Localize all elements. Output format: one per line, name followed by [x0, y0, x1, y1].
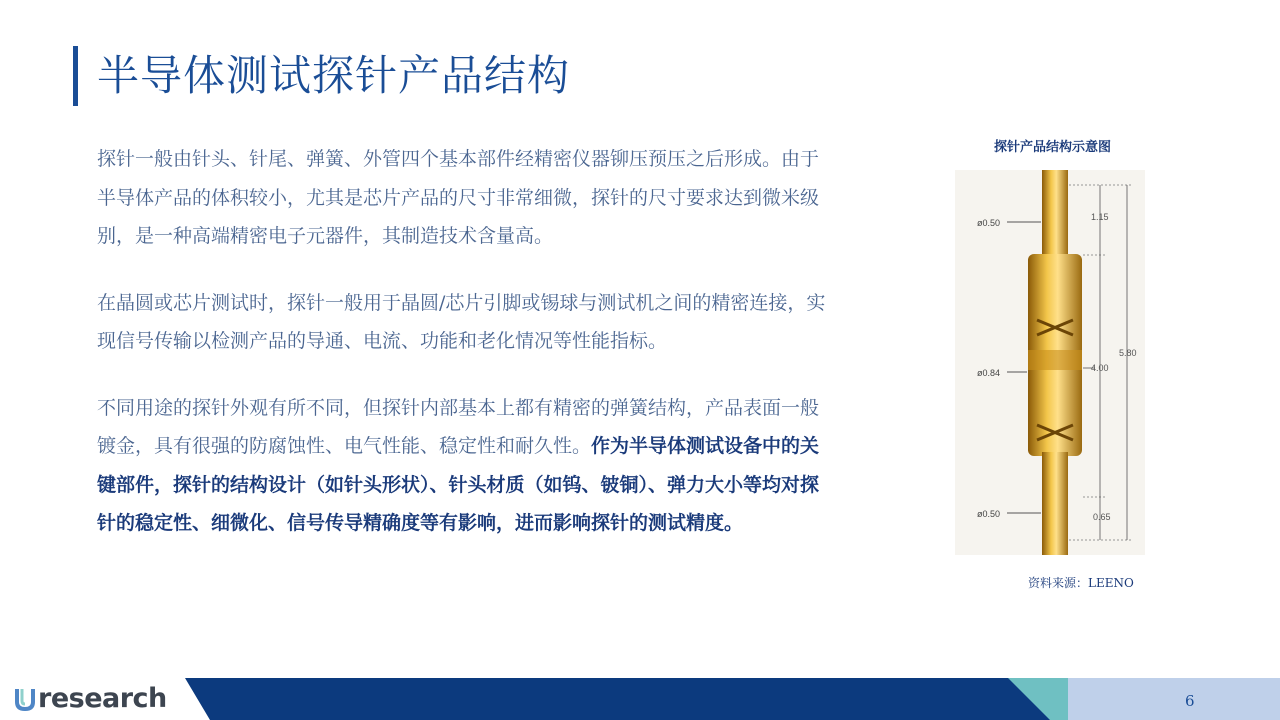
logo	[14, 683, 167, 715]
label-len-top: 1.15	[1091, 212, 1109, 222]
bottom-plunger	[1042, 452, 1068, 555]
page-title: 半导体测试探针产品结构	[97, 51, 571, 100]
label-d-mid: ø0.84	[977, 368, 1001, 378]
paragraph-2: 在晶圆或芯片测试时，探针一般用于晶圆/芯片引脚或锡球与测试机之间的精密连接，实现信号传输以检测产品的导通、电流、功能和老化情况等性能指标。	[97, 291, 826, 352]
label-d-top: ø0.50	[977, 218, 1001, 228]
probe-diagram-svg	[955, 170, 1145, 555]
page-number: 6	[1185, 692, 1195, 710]
paragraph-3-bold: 作为半导体测试设备中的关键部件，探针的结构设计（如针头形状）、针头材质（如钨、铍铜）、弹力大小等均对探针的稳定性、细微化、信号传导精确度等有影响，进而影响探针的测试精度。	[97, 435, 820, 534]
paragraph-1: 探针一般由针头、针尾、弹簧、外管四个基本部件经精密仪器铆压预压之后形成。由于半导体产品的体积较小，尤其是芯片产品的尺寸非常细微，探针的尺寸要求达到微米级别，是一种高端精密电子元器件，其制造技术含量高。	[97, 148, 820, 247]
body-text	[97, 140, 837, 571]
title-accent-bar	[73, 48, 78, 106]
source-note: 资料来源：LEENO	[1028, 576, 1134, 590]
logo-mark-icon	[14, 687, 36, 711]
figure-caption: 探针产品结构示意图	[993, 140, 1111, 155]
barrel-band	[1028, 350, 1082, 370]
top-plunger	[1042, 170, 1068, 258]
probe-diagram	[955, 170, 1145, 555]
label-len-bot: 0.65	[1093, 512, 1111, 522]
paragraph-3	[97, 389, 837, 543]
paragraph-3-normal: 不同用途的探针外观有所不同，但探针内部基本上都有精密的弹簧结构，产品表面一般镀金，具有很强的防腐蚀性、电气性能、稳定性和耐久性。	[97, 396, 820, 457]
label-len-mid: 4.00	[1091, 363, 1109, 373]
label-len-total: 5.80	[1119, 348, 1137, 358]
label-d-bot: ø0.50	[977, 509, 1001, 519]
logo-text: research	[38, 683, 167, 714]
